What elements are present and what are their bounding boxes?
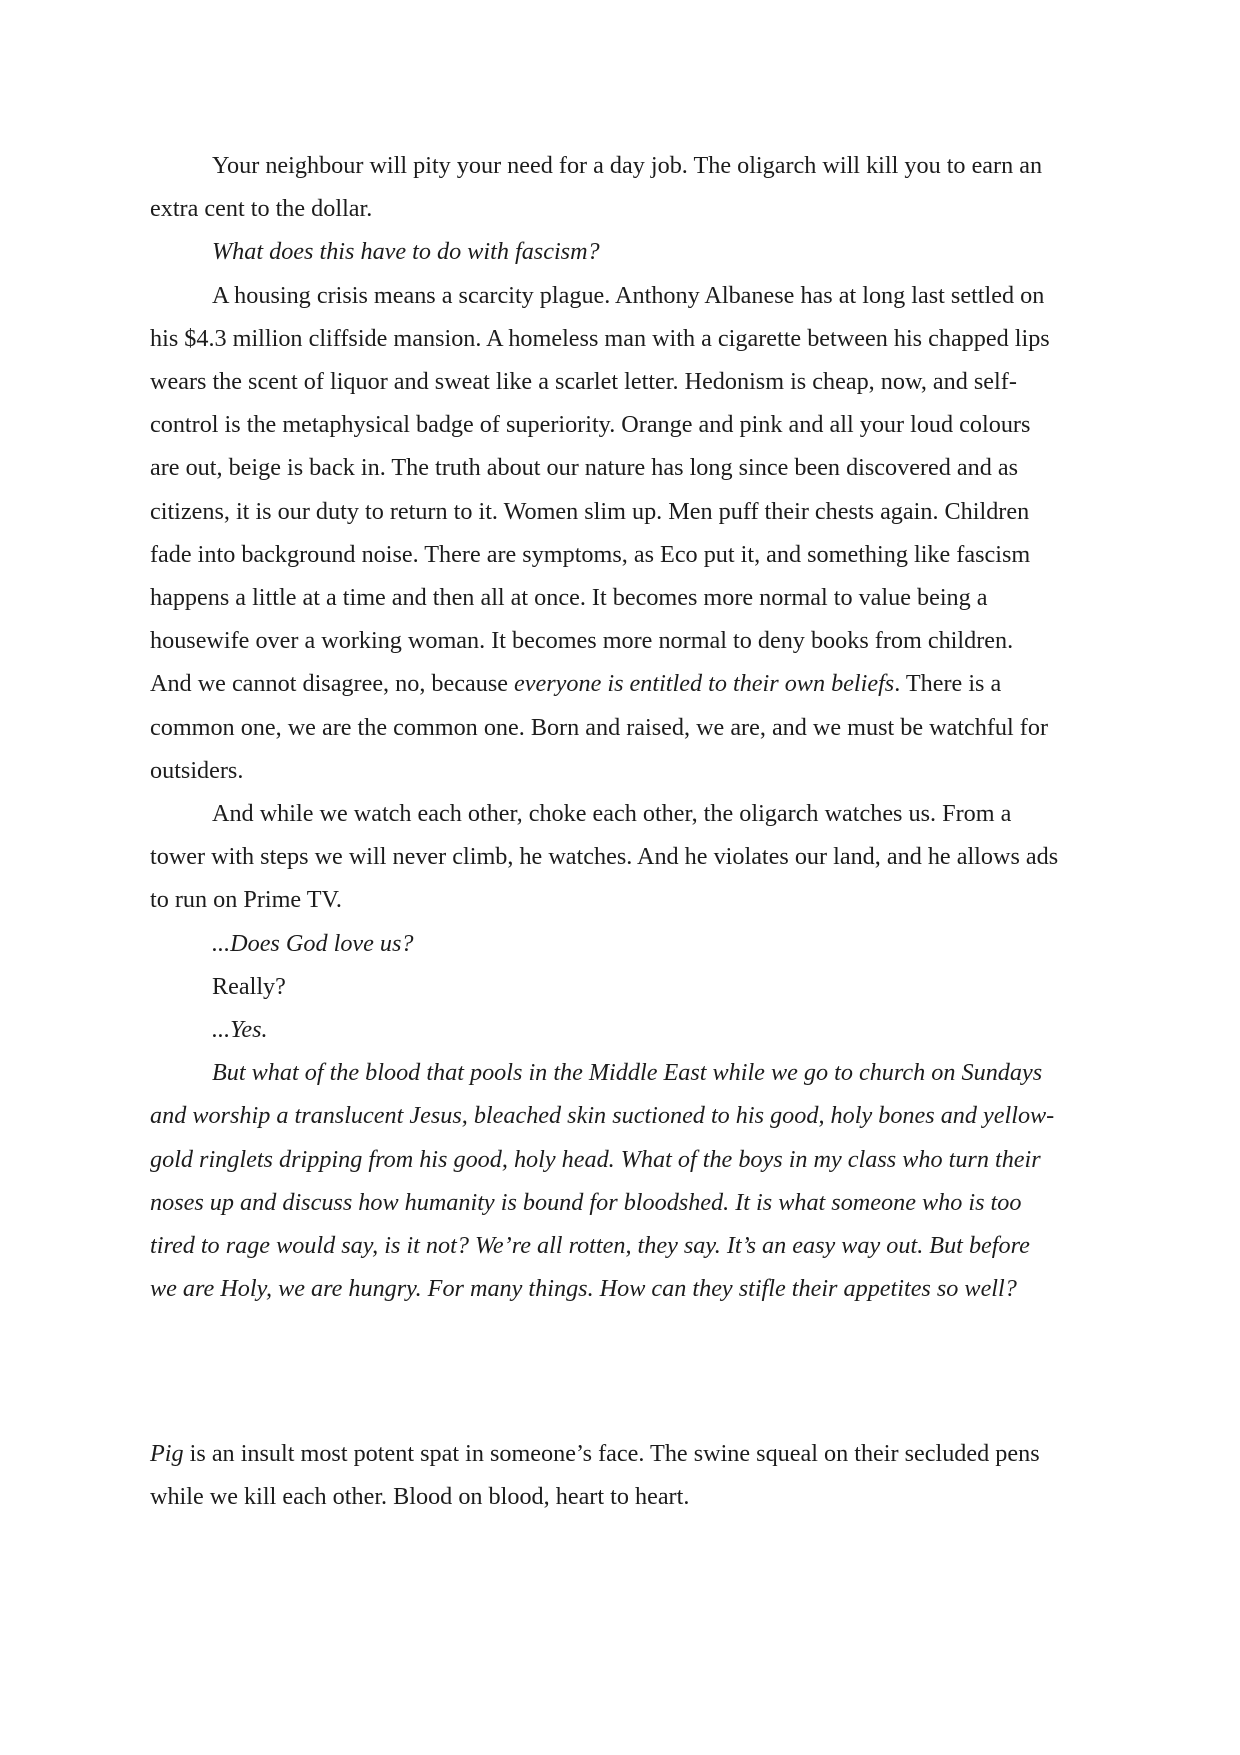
paragraph-housing-crisis: [150, 274, 1090, 792]
text-line: happens a little at a time and then all at once. It becomes more normal to value being a: [150, 584, 988, 612]
paragraph-day-job: [150, 144, 1090, 230]
text-line: outsiders.: [150, 756, 244, 784]
text-line: A housing crisis means a scarcity plague. Anthony Albanese has at long last settled on: [212, 281, 1045, 309]
text-line: citizens, it is our duty to return to it. Women slim up. Men puff their chests again. Children: [150, 497, 1030, 525]
fascism-question: What does this have to do with fascism?: [212, 238, 600, 266]
text-line: are out, beige is back in. The truth about our nature has long since been discovered and as: [150, 454, 1019, 482]
text-line: and worship a translucent Jesus, bleached skin suctioned to his good, holy bones and yellow-: [150, 1102, 1055, 1130]
text-line: housewife over a working woman. It becomes more normal to deny books from children.: [150, 627, 1014, 655]
text-line: to run on Prime TV.: [150, 886, 342, 914]
text-line: tired to rage would say, is it not? We’re all rotten, they say. It’s an easy way out. But before: [150, 1232, 1030, 1260]
text-line: gold ringlets dripping from his good, holy head. What of the boys in my class who turn their: [150, 1145, 1041, 1173]
text-line: noses up and discuss how humanity is bound for bloodshed. It is what someone who is too: [150, 1188, 1022, 1216]
text-line: tower with steps we will never climb, he watches. And he violates our land, and he allows ads: [150, 843, 1059, 871]
text-line: And while we watch each other, choke each other, the oligarch watches us. From a: [212, 800, 1012, 828]
text-run: And we cannot disagree, no, because: [150, 670, 515, 698]
text-line: fade into background noise. There are symptoms, as Eco put it, and something like fascism: [150, 540, 1031, 568]
text-line: [150, 662, 1090, 705]
text-run: is an insult most potent spat in someone’s face. The swine squeal on their secluded pens: [183, 1440, 1040, 1467]
text-line: extra cent to the dollar.: [150, 195, 373, 223]
paragraph-middle-east: [150, 1051, 1090, 1310]
text-line: [150, 1432, 1090, 1475]
emphasized-phrase: everyone is entitled to their own beliefs: [514, 670, 895, 698]
paragraph-oligarch: [150, 792, 1090, 922]
text-line: Your neighbour will pity your need for a day job. The oligarch will kill you to earn an: [212, 152, 1043, 179]
dialogue-line: Really?: [212, 972, 286, 1000]
text-line: But what of the blood that pools in the Middle East while we go to church on Sundays: [212, 1059, 1043, 1087]
emphasized-word: Pig: [150, 1440, 184, 1467]
text-line: control is the metaphysical badge of superiority. Orange and pink and all your loud colours: [150, 411, 1031, 439]
pig-section: [150, 1432, 1090, 1518]
main-text-section: [150, 144, 1090, 1310]
text-line: we are Holy, we are hungry. For many things. How can they stifle their appetites so well?: [150, 1275, 1017, 1303]
dialogue-line: ...Yes.: [212, 1016, 268, 1044]
text-line: common one, we are the common one. Born and raised, we are, and we must be watchful for: [150, 713, 1048, 741]
text-line: his $4.3 million cliffside mansion. A homeless man with a cigarette between his chapped lips: [150, 324, 1050, 352]
dialogue-line: ...Does God love us?: [212, 929, 414, 957]
text-line: wears the scent of liquor and sweat like a scarlet letter. Hedonism is cheap, now, and self-: [150, 368, 1017, 396]
dialogue-block: [150, 922, 1090, 1052]
text-run: . There is a: [894, 670, 1002, 698]
text-line: while we kill each other. Blood on blood, heart to heart.: [150, 1483, 690, 1511]
